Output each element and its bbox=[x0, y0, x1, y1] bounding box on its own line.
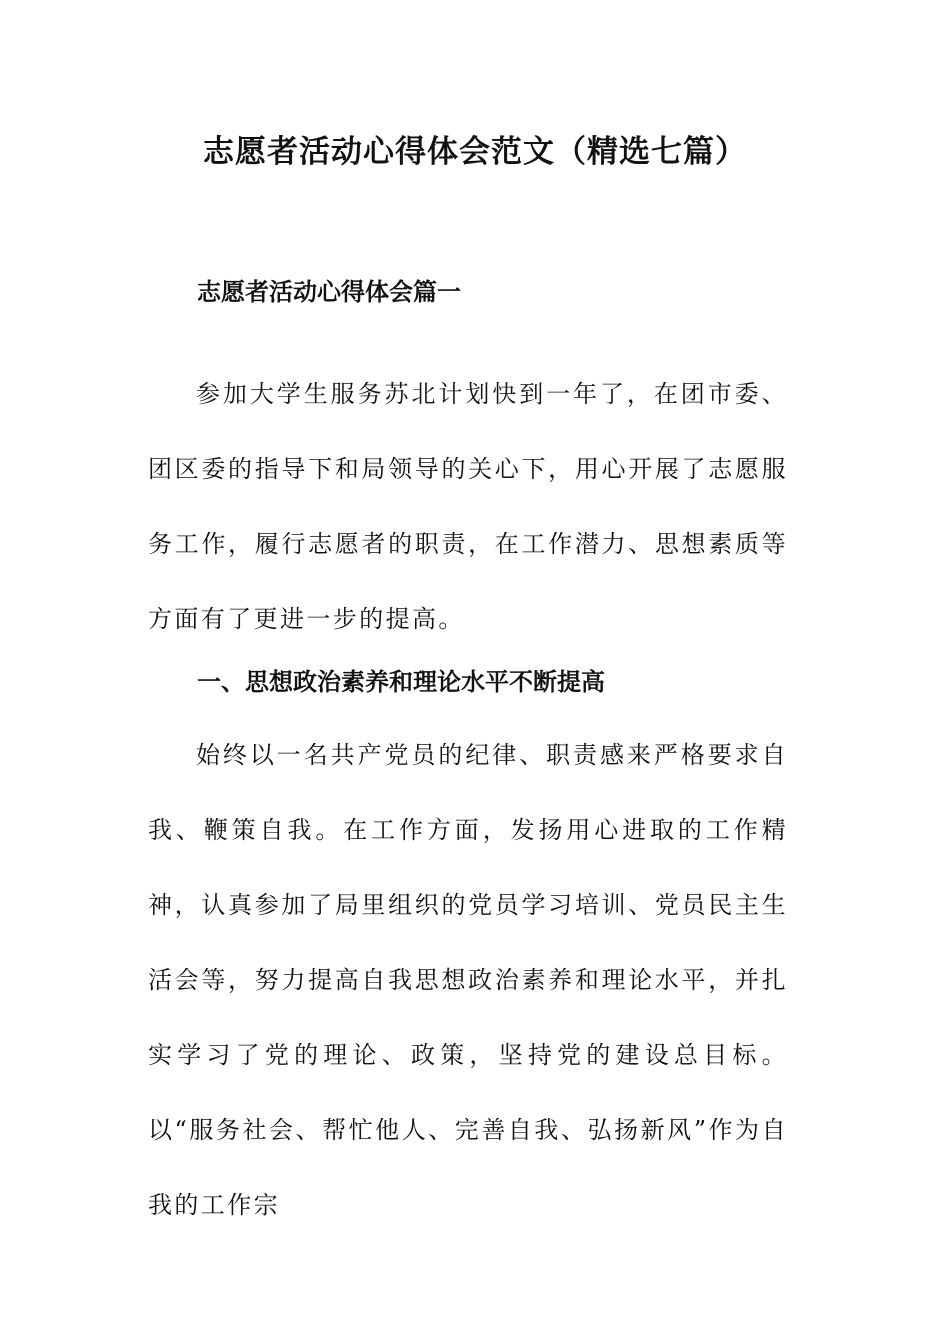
document-title: 志愿者活动心得体会范文（精选七篇） bbox=[203, 134, 747, 170]
part-heading: 志愿者活动心得体会篇一 bbox=[197, 278, 461, 306]
subheading-1: 一、思想政治素养和理论水平不断提高 bbox=[197, 668, 605, 696]
paragraph-2: 始终以一名共产党员的纪律、职责感来严格要求自我、鞭策自我。在工作方面，发扬用心进取的工作精神，认真参加了局里组织的党员学习培训、党员民主生活会等，努力提高自我思想政治素养和理论水平，并扎实学习了党的理论、政策，坚持党的建设总目标。以“服务社会、帮忙他人、完善自我、弘扬新风”作为自我的工作宗 bbox=[148, 741, 788, 1219]
paragraph-1: 参加大学生服务苏北计划快到一年了，在团市委、团区委的指导下和局领导的关心下，用心开展了志愿服务工作，履行志愿者的职责，在工作潜力、思想素质等方面有了更进一步的提高。 bbox=[148, 380, 788, 633]
